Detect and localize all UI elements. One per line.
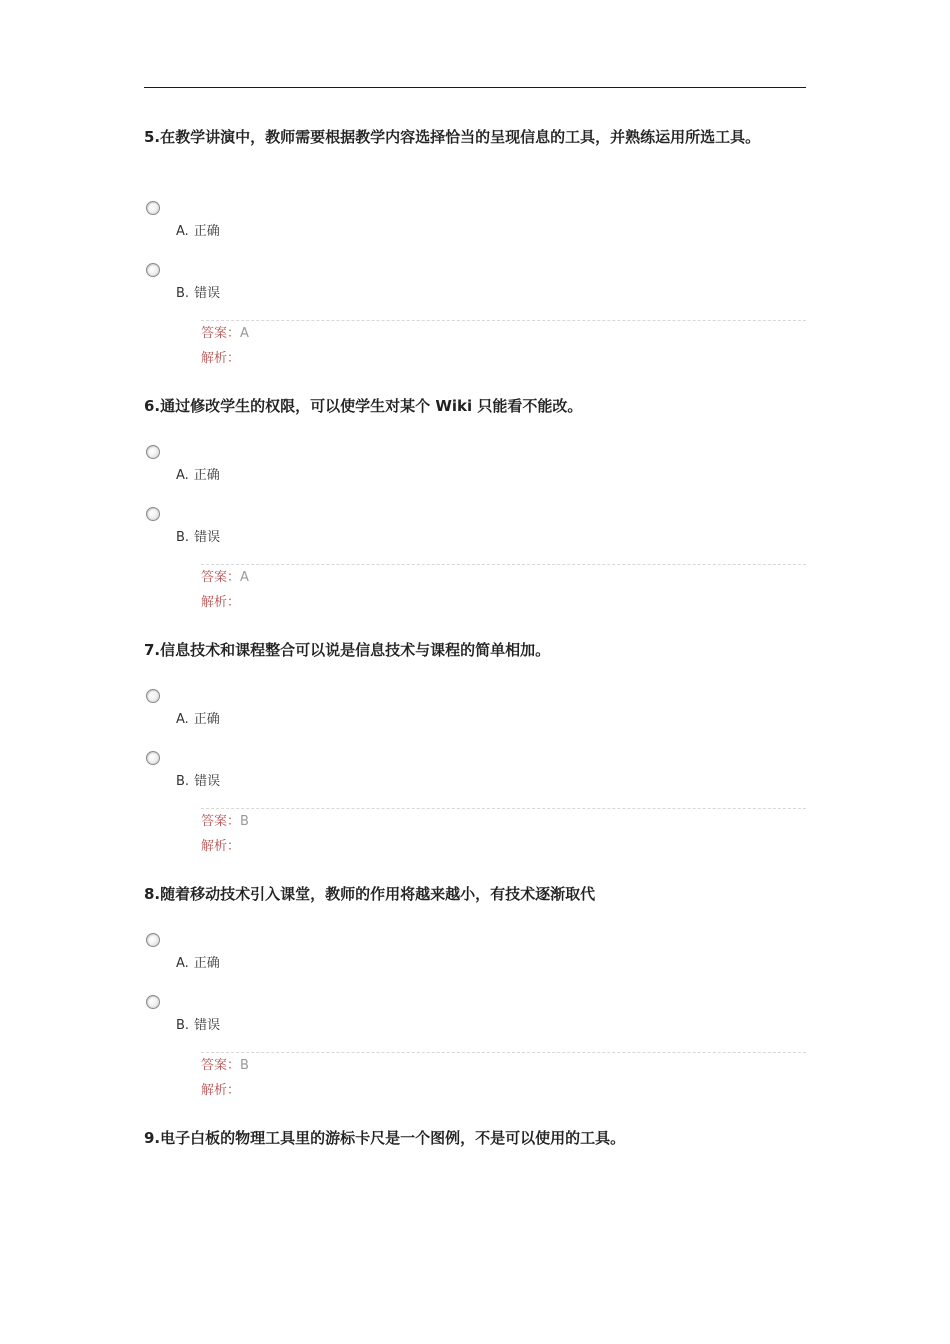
radio-option-a[interactable] <box>146 201 160 215</box>
top-divider <box>144 87 806 88</box>
answer-value: B <box>240 1058 249 1073</box>
radio-option-a[interactable] <box>146 933 160 947</box>
option-b-label: B. 错误 <box>176 286 221 301</box>
answer-value: A <box>240 570 249 585</box>
question-number: 5. <box>144 128 161 146</box>
option-a-label: A. 正确 <box>176 712 220 727</box>
question-6 <box>144 394 806 610</box>
question-text: 7.信息技术和课程整合可以说是信息技术与课程的简单相加。 <box>144 641 551 659</box>
question-text: 6.通过修改学生的权限，可以使学生对某个 Wiki 只能看不能改。 <box>144 397 583 415</box>
radio-option-b[interactable] <box>146 995 160 1009</box>
option-a-label: A. 正确 <box>176 956 220 971</box>
question-5 <box>144 125 806 366</box>
question-text: 9.电子白板的物理工具里的游标卡尺是一个图例，不是可以使用的工具。 <box>144 1129 626 1147</box>
answer-row: 答案：A <box>201 570 249 585</box>
question-number: 7. <box>144 641 161 659</box>
radio-option-b[interactable] <box>146 263 160 277</box>
question-9 <box>144 1126 806 1151</box>
answer-divider <box>201 320 806 321</box>
question-number: 6. <box>144 397 161 415</box>
question-8 <box>144 882 806 1098</box>
analysis-row: 解析： <box>201 1083 241 1098</box>
question-number: 8. <box>144 885 161 903</box>
answer-divider <box>201 808 806 809</box>
question-text: 5.在教学讲演中，教师需要根据教学内容选择恰当的呈现信息的工具，并熟练运用所选工具。 <box>144 128 761 146</box>
answer-row: 答案：B <box>201 814 249 829</box>
answer-row: 答案：A <box>201 326 249 341</box>
radio-option-b[interactable] <box>146 751 160 765</box>
answer-value: B <box>240 814 249 829</box>
answer-row: 答案：B <box>201 1058 249 1073</box>
analysis-row: 解析： <box>201 351 241 366</box>
option-a-label: A. 正确 <box>176 224 220 239</box>
radio-option-a[interactable] <box>146 445 160 459</box>
question-number: 9. <box>144 1129 161 1147</box>
question-text: 8.随着移动技术引入课堂，教师的作用将越来越小，有技术逐渐取代 <box>144 885 596 903</box>
option-b-label: B. 错误 <box>176 530 221 545</box>
option-a-label: A. 正确 <box>176 468 220 483</box>
option-b-label: B. 错误 <box>176 1018 221 1033</box>
analysis-row: 解析： <box>201 595 241 610</box>
radio-option-a[interactable] <box>146 689 160 703</box>
answer-divider <box>201 1052 806 1053</box>
radio-option-b[interactable] <box>146 507 160 521</box>
answer-divider <box>201 564 806 565</box>
answer-value: A <box>240 326 249 341</box>
question-7 <box>144 638 806 854</box>
option-b-label: B. 错误 <box>176 774 221 789</box>
analysis-row: 解析： <box>201 839 241 854</box>
